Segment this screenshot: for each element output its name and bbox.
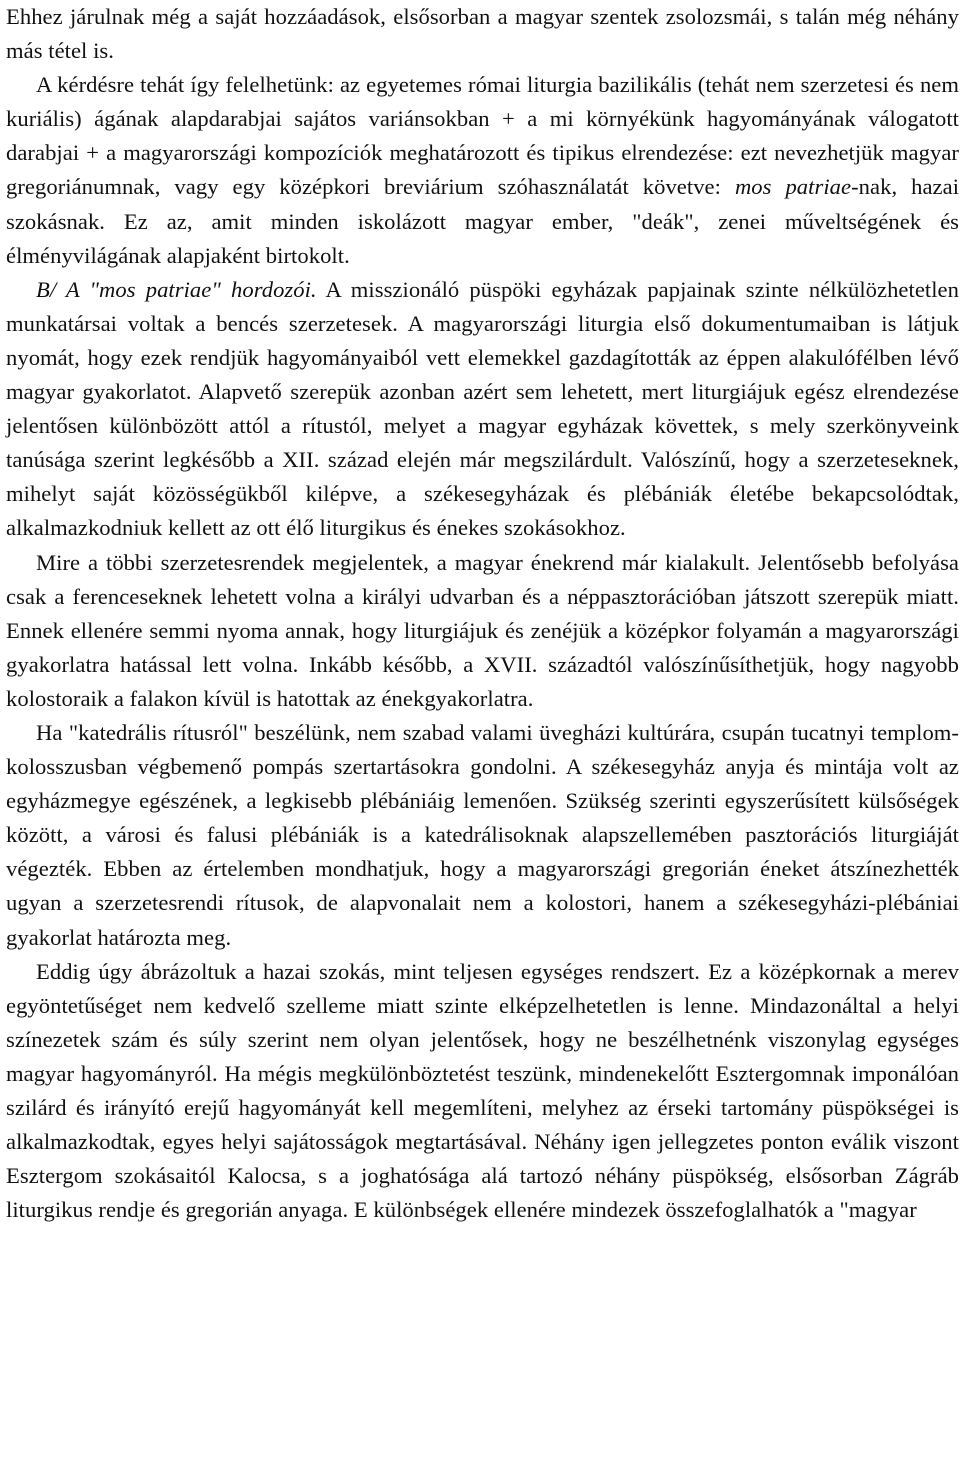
document-page — [6, 0, 959, 1227]
mos-patriae-term: mos patriae — [734, 174, 852, 200]
section-heading-b: B/ A "mos patriae" hordozói. — [36, 276, 317, 302]
paragraph-2-text-b: -nak, hazai szokásnak. Ez az, amit minden iskolázott magyar ember, "deák", zenei műveltségének és élményvilágának alapjaként birtokolt. — [6, 174, 960, 268]
paragraph-6: Eddig úgy ábrázoltuk a hazai szokás, mint teljesen egységes rendszert. Ez a középkornak a merev egyöntetűséget nem kedvelő szelleme miatt szinte elképzelhetetlen is lenne. Mindazonáltal a helyi színezetek szám és súly szerint nem olyan jelentősek, hogy ne beszélhetnénk viszonylag egységes magyar hagyományról. Ha mégis megkülönböztetést teszünk, mindenekelőtt Esztergomnak imponálóan szilárd és irányító erejű hagyományát kell megemlíteni, melyhez az érseki tartomány püspökségei is alkalmazkodtak, egyes helyi sajátosságok megtartásával. Néhány igen jellegzetes ponton eválik viszont Esztergom szokásaitól Kalocsa, s a joghatósága alá tartozó néhány püspökség, elsősorban Zágráb liturgikus rendje és gregorián anyaga. E különbségek ellenére mindezek összefoglalhatók a "magyar — [6, 958, 959, 1223]
paragraph-3-text: A misszionáló püspöki egyházak papjainak szinte nélkülözhetetlen munkatársai voltak a bencés szerzetesek. A magyarországi liturgia első dokumentumaiban is látjuk nyomát, hogy ezek rendjük hagyományaiból vett elemekkel gazdagították az éppen alakulófélben lévő magyar gyakorlatot. Alapvető szerepük azonban azért sem lehetett, mert liturgiájuk egész elrendezése jelentősen különbözött attól a rítustól, melyet a magyar egyházak követtek, s mely szerkönyveink tanúsága szerint legkésőbb a XII. század elején már megszilárdult. Valószínű, hogy a szerzeteseknek, mihelyt saját közösségükből kilépve, a székesegyházak és plébániák életébe bekapcsolódtak, alkalmazkodniuk kellett az ott élő liturgikus és énekes szokásokhoz. — [6, 276, 959, 541]
paragraph-2-text-a: A kérdésre tehát így felelhetünk: az egyetemes római liturgia bazilikális (tehát nem szerzetesi és nem kuriális) ágának alapdarabjai sajátos variánsokban + a mi környékünk hagyományának válogatott darabjai + a magyarországi kompozíciók meghatározott és tipikus elrendezése: ezt nevezhetjük magyar gregoriánumnak, vagy egy középkori breviárium szóhasználatát követve: — [6, 72, 959, 200]
paragraph-3 — [6, 273, 959, 546]
paragraph-1: Ehhez járulnak még a saját hozzáadások, elsősorban a magyar szentek zsolozsmái, s talán még néhány más tétel is. — [6, 4, 959, 64]
paragraph-5: Ha "katedrális rítusról" beszélünk, nem szabad valami üvegházi kultúrára, csupán tucatnyi templom-kolosszusban végbemenő pompás szertartásokra gondolni. A székesegyház anyja és mintája volt az egyházmegye egészének, a legkisebb plébániáig lemenően. Szükség szerinti egyszerűsített külsőségek között, a városi és falusi plébániák is a katedrálisoknak alapszellemében pasztorációs liturgiáját végezték. Ebben az értelemben mondhatjuk, hogy a magyarországi gregorián éneket átszínezhették ugyan a szerzetesrendi rítusok, de alapvonalait nem a kolostori, hanem a székesegyházi-plébániai gyakorlat határozta meg. — [6, 719, 959, 950]
paragraph-2 — [6, 68, 959, 273]
paragraph-4: Mire a többi szerzetesrendek megjelentek, a magyar énekrend már kialakult. Jelentősebb befolyása csak a ferenceseknek lehetett volna a királyi udvarban és a néppasztorációban játszott szerepük miatt. Ennek ellenére semmi nyoma annak, hogy liturgiájuk és zenéjük a középkor folyamán a magyarországi gyakorlatra hatással lett volna. Inkább később, a XVII. századtól valószínűsíthetjük, hogy nagyobb kolostoraik a falakon kívül is hatottak az énekgyakorlatra. — [6, 549, 959, 711]
